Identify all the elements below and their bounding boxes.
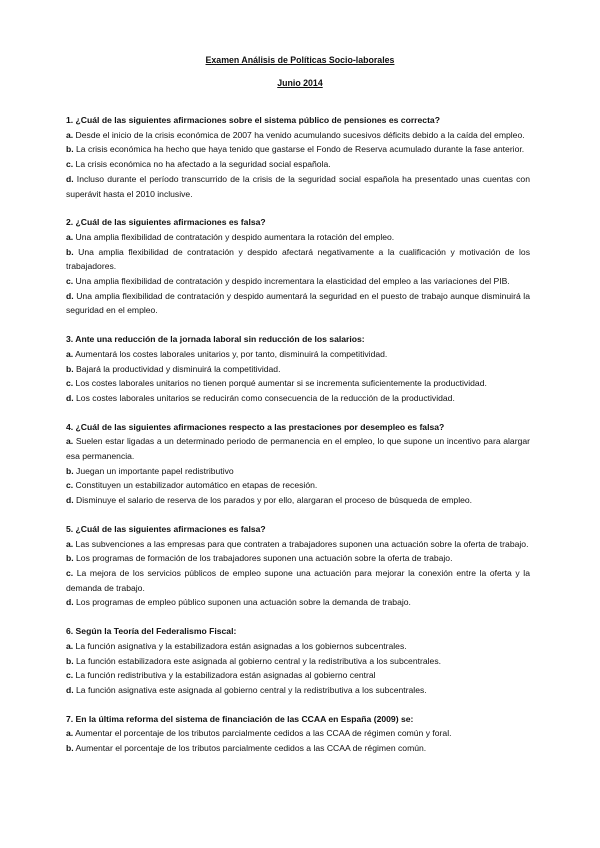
exam-date: Junio 2014 [277,78,323,88]
option-d [66,493,530,508]
option-b [66,362,530,377]
option-text: La función asignativa este asignada al gobierno central y la redistributiva a los subcentrales. [73,684,427,695]
option-letter: d. [66,495,74,506]
questions-list [66,113,530,770]
option-letter: a. [66,640,74,651]
option-d [66,595,530,610]
option-text: La mejora de los servicios públicos de empleo supone una actuación para mejorar la conexión entre la oferta y la demanda de trabajo. [66,567,530,593]
option-text: Una amplia flexibilidad de contratación y despido afectará negativamente a la cualificación y motivación de los trabajadores. [66,246,530,272]
option-c [66,668,530,683]
question-2 [66,215,530,318]
option-text: Los costes laborales unitarios se reducirán como consecuencia de la reducción de la productividad. [73,392,455,403]
option-text: Disminuye el salario de reserva de los parados y por ello, alargaran el proceso de búsqueda de empleo. [73,495,473,506]
option-text: La función asignativa y la estabilizadora están asignadas a los gobiernos subcentrales. [73,640,407,651]
option-text: Los costes laborales unitarios no tienen porqué aumentar si se incrementa suficientemente la productividad. [73,378,487,389]
option-text: Aumentar el porcentaje de los tributos parcialmente cedidos a las CCAA de régimen común. [73,743,427,754]
option-a [66,347,530,362]
option-letter: c. [66,276,74,287]
question-title: 3. Ante una reducción de la jornada laboral sin reducción de los salarios: [66,334,365,345]
option-c [66,274,530,289]
option-d [66,391,530,406]
option-text: Suelen estar ligadas a un determinado periodo de permanencia en el empleo, lo que supone un incentivo para alargar esa permanencia. [66,436,530,462]
option-b [66,551,530,566]
option-text: Una amplia flexibilidad de contratación y despido aumentara la rotación del empleo. [73,231,395,242]
option-letter: d. [66,392,74,403]
question-6 [66,624,530,698]
question-title: 2. ¿Cuál de las siguientes afirmaciones es falsa? [66,217,266,228]
option-b [66,464,530,479]
option-text: Incluso durante el período transcurrido de la crisis de la seguridad social española ha presentado unas cuentas con superávit hasta el 2010 inclusive. [66,173,530,199]
option-letter: a. [66,538,74,549]
option-letter: b. [66,363,74,374]
option-text: Una amplia flexibilidad de contratación y despido aumentará la seguridad en el puesto de trabajo aunque disminuirá la seguridad en el empleo. [66,290,530,316]
option-text: Una amplia flexibilidad de contratación y despido incrementara la elasticidad del empleo a las variaciones del PIB. [73,276,510,287]
option-b [66,142,530,157]
option-c [66,157,530,172]
option-text: La crisis económica no ha afectado a la seguridad social española. [73,159,331,170]
option-d [66,289,530,318]
option-text: Desde el inicio de la crisis económica de 2007 ha venido acumulando sucesivos déficits debido a la caída del empleo. [73,129,525,140]
question-5 [66,522,530,610]
option-letter: d. [66,597,74,608]
option-letter: c. [66,480,74,491]
option-letter: a. [66,728,74,739]
option-c [66,566,530,595]
option-letter: d. [66,173,74,184]
option-text: Los programas de formación de los trabajadores suponen una actuación sobre la oferta de trabajo. [73,553,453,564]
option-text: La función redistributiva y la estabilizadora están asignadas al gobierno central [73,670,376,681]
option-a [66,230,530,245]
option-letter: c. [66,378,74,389]
option-letter: b. [66,553,74,564]
option-letter: b. [66,246,74,257]
option-b [66,654,530,669]
option-text: Aumentará los costes laborales unitarios y, por tanto, disminuirá la competitividad. [73,348,388,359]
option-d [66,683,530,698]
question-title: 4. ¿Cuál de las siguientes afirmaciones respecto a las prestaciones por desempleo es falsa? [66,421,445,432]
option-text: Juegan un importante papel redistributivo [73,465,234,476]
question-3 [66,332,530,406]
option-letter: b. [66,465,74,476]
question-title: 7. En la última reforma del sistema de financiación de las CCAA en España (2009) se: [66,713,414,724]
option-letter: d. [66,290,74,301]
option-text: Aumentar el porcentaje de los tributos parcialmente cedidos a las CCAA de régimen común y foral. [73,728,452,739]
option-letter: a. [66,348,74,359]
question-title: 6. Según la Teoría del Federalismo Fiscal: [66,626,237,637]
option-a [66,128,530,143]
question-title: 5. ¿Cuál de las siguientes afirmaciones es falsa? [66,523,266,534]
option-text: Constituyen un estabilizador automático en etapas de recesión. [73,480,318,491]
option-letter: a. [66,231,74,242]
question-1 [66,113,530,201]
option-c [66,376,530,391]
question-4 [66,420,530,508]
option-text: Las subvenciones a las empresas para que contraten a trabajadores suponen una actuación sobre la oferta de trabajo. [73,538,529,549]
option-letter: b. [66,743,74,754]
option-letter: c. [66,159,74,170]
option-letter: b. [66,144,74,155]
option-b [66,741,530,756]
option-letter: d. [66,684,74,695]
option-text: Los programas de empleo público suponen una actuación sobre la demanda de trabajo. [73,597,411,608]
option-text: La función estabilizadora este asignada al gobierno central y la redistributiva a los subcentrales. [73,655,442,666]
option-letter: a. [66,129,74,140]
option-letter: b. [66,655,74,666]
option-text: La crisis económica ha hecho que haya tenido que gastarse el Fondo de Reserva acumulado durante la fase anterior. [73,144,525,155]
option-c [66,478,530,493]
exam-title: Examen Análisis de Políticas Socio-laborales [205,55,395,65]
option-letter: c. [66,670,74,681]
option-a [66,434,530,463]
question-title: 1. ¿Cuál de las siguientes afirmaciones sobre el sistema público de pensiones es correcta? [66,115,440,125]
option-letter: c. [66,567,74,578]
option-letter: a. [66,436,74,447]
option-a [66,537,530,552]
option-text: Bajará la productividad y disminuirá la competitividad. [73,363,281,374]
option-b [66,245,530,274]
option-d [66,172,530,201]
question-7 [66,712,530,756]
option-a [66,639,530,654]
option-a [66,726,530,741]
